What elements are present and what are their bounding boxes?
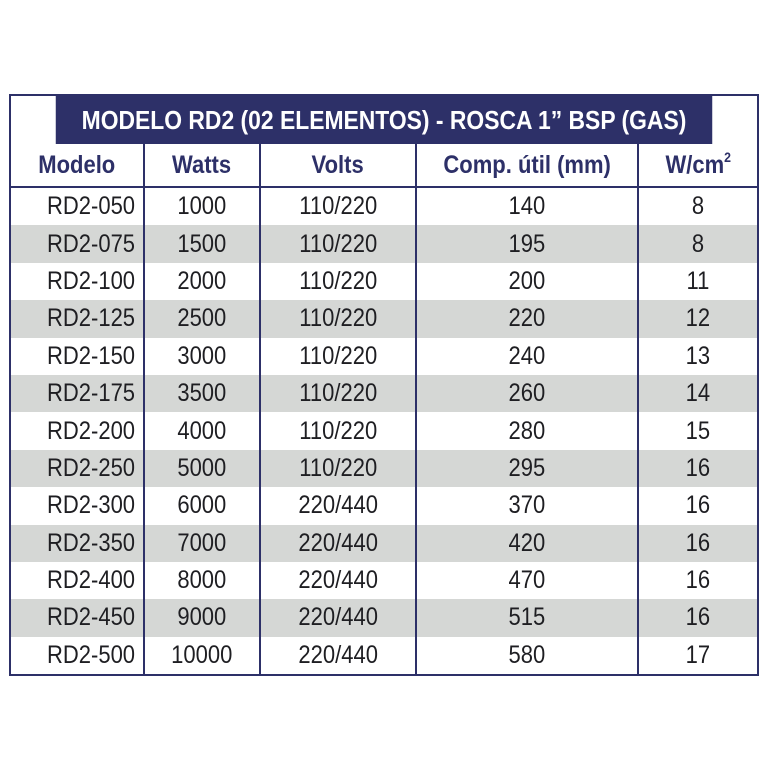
cell-watts: 1500 xyxy=(144,225,260,262)
cell-volts: 220/440 xyxy=(260,599,416,636)
cell-modelo: RD2-100 xyxy=(11,263,144,300)
table-title-text: MODELO RD2 (02 ELEMENTOS) - ROSCA 1” BSP (GAS) xyxy=(81,104,687,135)
cell-volts: 110/220 xyxy=(260,225,416,262)
cell-comp: 200 xyxy=(416,263,638,300)
cell-watts: 10000 xyxy=(144,637,260,674)
cell-modelo: RD2-300 xyxy=(11,487,144,524)
cell-comp: 280 xyxy=(416,412,638,449)
cell-watts: 6000 xyxy=(144,487,260,524)
cell-modelo: RD2-150 xyxy=(11,338,144,375)
table-row xyxy=(11,637,757,674)
cell-volts: 110/220 xyxy=(260,450,416,487)
cell-volts: 220/440 xyxy=(260,637,416,674)
table-row xyxy=(11,562,757,599)
header-volts: Volts xyxy=(260,144,416,187)
table-row xyxy=(11,338,757,375)
table-row xyxy=(11,525,757,562)
cell-wcm: 15 xyxy=(685,416,711,445)
header-comp-util: Comp. útil (mm) xyxy=(416,144,638,187)
cell-wcm: 8 xyxy=(638,225,757,262)
cell-volts: 220/440 xyxy=(260,562,416,599)
spec-table xyxy=(9,94,759,676)
cell-comp: 195 xyxy=(416,225,638,262)
cell-comp: 470 xyxy=(416,562,638,599)
cell-modelo: RD2-075 xyxy=(11,225,144,262)
cell-watts: 5000 xyxy=(144,450,260,487)
cell-watts: 9000 xyxy=(144,599,260,636)
header-w-cm2: $W/cm^2$ xyxy=(638,144,757,187)
header-modelo: Modelo xyxy=(11,144,144,187)
data-table xyxy=(11,144,757,674)
cell-modelo: RD2-250 xyxy=(11,450,144,487)
cell-comp: 295 xyxy=(416,450,638,487)
cell-watts: 1000 xyxy=(144,187,260,225)
cell-modelo: RD2-050 xyxy=(11,187,144,225)
cell-watts: 7000 xyxy=(144,525,260,562)
table-row xyxy=(11,412,757,449)
cell-wcm: 16 xyxy=(638,599,757,636)
cell-watts: 3500 xyxy=(144,375,260,412)
cell-wcm: 17 xyxy=(685,640,711,669)
cell-comp: 140 xyxy=(416,187,638,225)
cell-comp: 220 xyxy=(416,300,638,337)
cell-wcm: 16 xyxy=(685,491,711,520)
cell-volts: 220/440 xyxy=(260,487,416,524)
table-row xyxy=(11,263,757,300)
cell-modelo: RD2-350 xyxy=(11,525,144,562)
cell-modelo: RD2-125 xyxy=(11,300,144,337)
table-row xyxy=(11,599,757,636)
cell-watts: 2000 xyxy=(144,263,260,300)
cell-comp: 515 xyxy=(416,599,638,636)
cell-wcm: 13 xyxy=(685,341,711,370)
table-row xyxy=(11,187,757,225)
cell-volts: 110/220 xyxy=(260,263,416,300)
cell-volts: 110/220 xyxy=(260,375,416,412)
cell-volts: 110/220 xyxy=(260,338,416,375)
cell-volts: 110/220 xyxy=(260,412,416,449)
cell-wcm: 16 xyxy=(685,566,711,595)
cell-wcm: 16 xyxy=(638,525,757,562)
cell-modelo: RD2-400 xyxy=(11,562,144,599)
cell-wcm: 8 xyxy=(691,192,705,221)
cell-watts: 2500 xyxy=(144,300,260,337)
header-row xyxy=(11,144,757,187)
cell-modelo: RD2-175 xyxy=(11,375,144,412)
table-row xyxy=(11,487,757,524)
cell-comp: 240 xyxy=(416,338,638,375)
cell-wcm: 14 xyxy=(638,375,757,412)
table-row xyxy=(11,300,757,337)
cell-comp: 370 xyxy=(416,487,638,524)
table-row xyxy=(11,375,757,412)
cell-modelo: RD2-450 xyxy=(11,599,144,636)
header-watts: Watts xyxy=(144,144,260,187)
table-row xyxy=(11,450,757,487)
cell-modelo: RD2-500 xyxy=(11,637,144,674)
cell-wcm: 11 xyxy=(686,266,710,295)
table-body xyxy=(11,187,757,674)
cell-watts: 8000 xyxy=(144,562,260,599)
cell-wcm: 12 xyxy=(638,300,757,337)
cell-volts: 110/220 xyxy=(260,187,416,225)
cell-volts: 220/440 xyxy=(260,525,416,562)
cell-comp: 260 xyxy=(416,375,638,412)
cell-wcm: 16 xyxy=(638,450,757,487)
table-title xyxy=(56,96,712,144)
cell-watts: 3000 xyxy=(144,338,260,375)
cell-watts: 4000 xyxy=(144,412,260,449)
cell-modelo: RD2-200 xyxy=(11,412,144,449)
cell-comp: 580 xyxy=(416,637,638,674)
table-row xyxy=(11,225,757,262)
cell-volts: 110/220 xyxy=(260,300,416,337)
cell-comp: 420 xyxy=(416,525,638,562)
